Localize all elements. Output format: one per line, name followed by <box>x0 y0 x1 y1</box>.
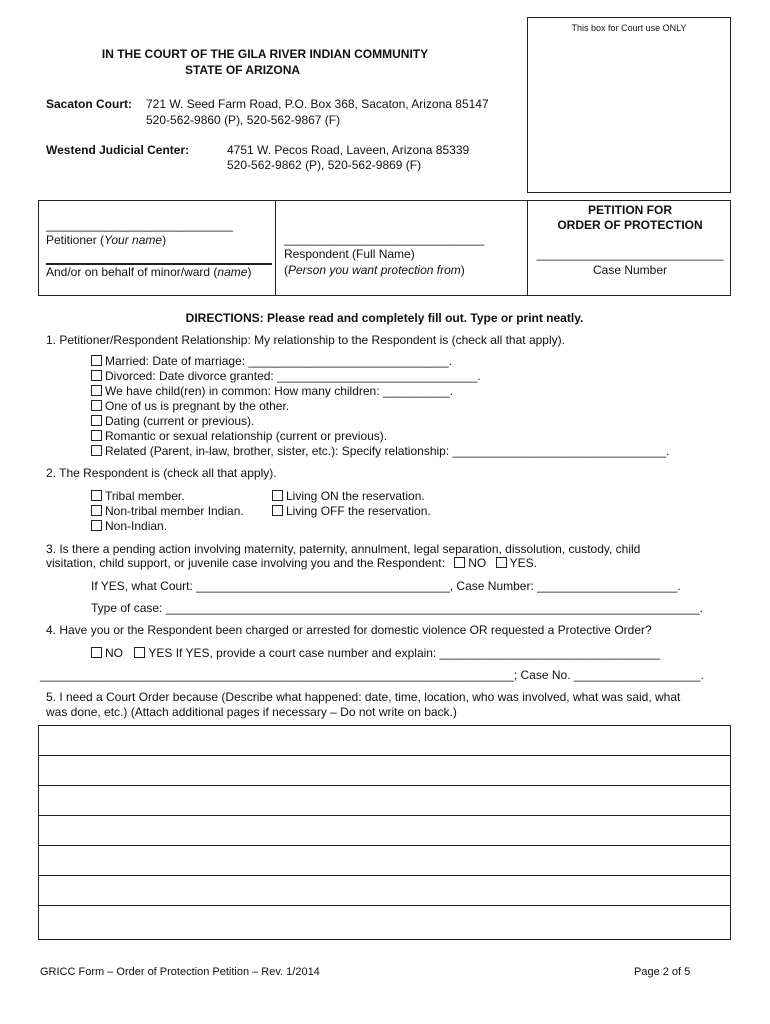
writing-line[interactable] <box>39 816 730 846</box>
writing-line[interactable] <box>39 846 730 876</box>
writing-line[interactable] <box>39 786 730 816</box>
writing-line[interactable] <box>39 906 730 936</box>
description-writing-box[interactable] <box>38 725 731 940</box>
checkbox[interactable] <box>91 505 102 516</box>
sacaton-address: 721 W. Seed Farm Road, P.O. Box 368, Sacaton, Arizona 85147 <box>146 97 489 111</box>
case-caption-box <box>38 200 731 296</box>
q2-option-non-tribal[interactable]: Non-tribal member Indian. <box>91 504 244 518</box>
checkbox[interactable] <box>91 370 102 381</box>
q3-line1: 3. Is there a pending action involving maternity, paternity, annulment, legal separation, dissolution, custody, child <box>46 542 641 556</box>
checkbox[interactable] <box>91 415 102 426</box>
court-use-box <box>527 17 731 193</box>
petition-title-line2: ORDER OF PROTECTION <box>557 218 703 232</box>
q1-option-children[interactable]: We have child(ren) in common: How many children: __________. <box>91 384 453 398</box>
q3-if-yes-court[interactable]: If YES, what Court: ______________________________________, Case Number: _____________________. <box>91 579 681 593</box>
court-name-line2: STATE OF ARIZONA <box>184 63 301 77</box>
sacaton-label: Sacaton Court: <box>46 97 133 111</box>
westend-phone: 520-562-9862 (P), 520-562-9869 (F) <box>227 158 422 172</box>
q2-option-living-on[interactable]: Living ON the reservation. <box>272 489 425 503</box>
q1-text: 1. Petitioner/Respondent Relationship: My relationship to the Respondent is (check all that apply). <box>46 333 565 347</box>
q1-option-divorced[interactable]: Divorced: Date divorce granted: ______________________________. <box>91 369 481 383</box>
checkbox[interactable] <box>91 490 102 501</box>
respondent-sub-label: (Person you want protection from) <box>284 263 465 277</box>
case-number-blank[interactable]: ____________________________ <box>536 247 724 261</box>
footer-page-number: Page 2 of 5 <box>634 966 691 978</box>
checkbox[interactable] <box>272 505 283 516</box>
behalf-label: And/or on behalf of minor/ward (name) <box>46 265 252 279</box>
q2-option-non-indian[interactable]: Non-Indian. <box>91 519 167 533</box>
westend-address: 4751 W. Pecos Road, Laveen, Arizona 85339 <box>227 143 470 157</box>
writing-line[interactable] <box>39 876 730 906</box>
q4-case-line[interactable]: _______________________________________________________________________; Case No. ___________________. <box>40 668 705 682</box>
q1-option-related[interactable]: Related (Parent, in-law, brother, sister, etc.): Specify relationship: ________________________________. <box>91 444 669 458</box>
q2-text: 2. The Respondent is (check all that apply). <box>46 466 277 480</box>
q3-line2: visitation, child support, or juvenile case involving you and the Respondent: NO YES. <box>46 556 537 570</box>
writing-line[interactable] <box>39 756 730 786</box>
writing-line[interactable] <box>39 726 730 756</box>
q5-line2: was done, etc.) (Attach additional pages if necessary – Do not write on back.) <box>46 705 457 719</box>
respondent-label: Respondent (Full Name) <box>284 247 415 261</box>
q3-type-of-case[interactable]: Type of case: ________________________________________________________________________________. <box>91 601 703 615</box>
q4-no-checkbox[interactable] <box>91 647 102 658</box>
q4-answer: NO YES If YES, provide a court case number and explain: _________________________________ <box>91 646 660 660</box>
q1-option-romantic[interactable]: Romantic or sexual relationship (current or previous). <box>91 429 387 443</box>
respondent-blank[interactable]: ______________________________ <box>284 232 485 246</box>
checkbox[interactable] <box>91 520 102 531</box>
court-use-label: This box for Court use ONLY <box>571 23 687 33</box>
checkbox[interactable] <box>91 355 102 366</box>
checkbox[interactable] <box>91 400 102 411</box>
q3-yes-checkbox[interactable] <box>496 557 507 568</box>
q4-yes-checkbox[interactable] <box>134 647 145 658</box>
westend-label: Westend Judicial Center: <box>46 143 190 157</box>
petition-title-line1: PETITION FOR <box>588 203 672 217</box>
q2-option-living-off[interactable]: Living OFF the reservation. <box>272 504 431 518</box>
petitioner-label: Petitioner (Your name) <box>46 233 167 247</box>
checkbox[interactable] <box>272 490 283 501</box>
checkbox[interactable] <box>91 445 102 456</box>
caption-divider-left <box>275 201 276 295</box>
footer-form-id: GRICC Form – Order of Protection Petition – Rev. 1/2014 <box>40 966 320 978</box>
q1-option-pregnant[interactable]: One of us is pregnant by the other. <box>91 399 289 413</box>
case-number-label: Case Number <box>592 263 668 277</box>
directions: DIRECTIONS: Please read and completely fill out. Type or print neatly. <box>185 311 584 325</box>
q5-line1: 5. I need a Court Order because (Describe what happened: date, time, location, who was involved, what was said, what <box>46 690 681 704</box>
court-name-line1: IN THE COURT OF THE GILA RIVER INDIAN COMMUNITY <box>101 47 429 61</box>
checkbox[interactable] <box>91 385 102 396</box>
sacaton-phone: 520-562-9860 (P), 520-562-9867 (F) <box>146 113 341 127</box>
q1-option-married[interactable]: Married: Date of marriage: ______________________________. <box>91 354 452 368</box>
petitioner-blank[interactable]: ____________________________ <box>46 218 233 232</box>
checkbox[interactable] <box>91 430 102 441</box>
q2-option-tribal[interactable]: Tribal member. <box>91 489 185 503</box>
q4-text: 4. Have you or the Respondent been charged or arrested for domestic violence OR requested a Protective Order? <box>46 623 652 637</box>
q1-option-dating[interactable]: Dating (current or previous). <box>91 414 254 428</box>
q3-no-checkbox[interactable] <box>454 557 465 568</box>
